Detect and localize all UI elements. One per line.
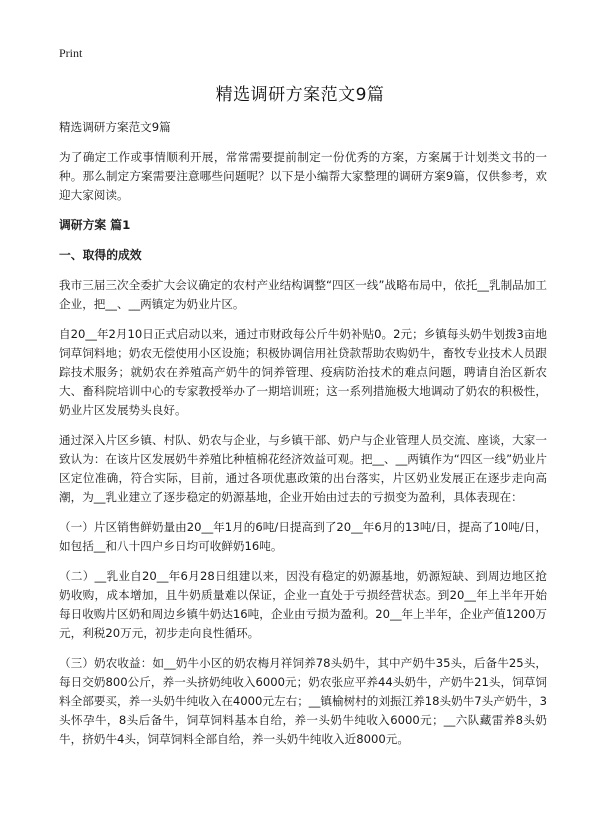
- body-paragraph: 自20__年2月10日正式启动以来，通过市财政每公斤牛奶补贴0。2元；乡镇每头奶牛划拨3亩地饲草饲料地；奶农无偿使用小区设施；积极协调信用社贷款帮助农购奶牛，畜牧专业技术人员跟踪技术服务；就奶农在养殖高产奶牛的饲养管理、疫病防治技术的难点问题，聘请自治区新农大、畜科院培训中心的专家教授举办了一期培训班；这一系列措施极大地调动了奶农的积极性，奶业片区发展势头良好。: [59, 327, 547, 417]
- document-body: [59, 118, 547, 760]
- body-paragraph: 我市三届三次全委扩大会议确定的农村产业结构调整“四区一线”战略布局中，依托__乳制品加工企业，把__、__两镇定为奶业片区。: [59, 278, 547, 311]
- document-subtitle: 精选调研方案范文9篇: [59, 120, 171, 134]
- body-paragraph: （一）片区销售鲜奶量由20__年1月的6吨/日提高到了20__年6月的13吨/日，提高了10吨/日，如包括__和八十四户乡日均可收鲜奶16吨。: [59, 520, 547, 553]
- body-paragraph: 通过深入片区乡镇、村队、奶农与企业，与乡镇干部、奶户与企业管理人员交流、座谈，大家一致认为：在该片区发展奶牛养殖比种植棉花经济效益可观。把__、__两镇作为“四区一线”奶业片区定位准确，符合实际，目前，通过各项优惠政策的出台落实，片区奶业发展正在逐步走向高潮，为__乳业建立了逐步稳定的奶源基地，企业开始由过去的亏损变为盈利，具体表现在：: [59, 433, 547, 504]
- intro-paragraph: 为了确定工作或事情顺利开展，常常需要提前制定一份优秀的方案，方案属于计划类文书的一种。那么制定方案需要注意哪些问题呢？以下是小编帮大家整理的调研方案9篇，仅供参考，欢迎大家阅读。: [59, 150, 547, 202]
- subsection-heading: 一、取得的成效: [59, 248, 142, 262]
- body-paragraph: （三）奶农收益：如__奶牛小区的奶农梅月祥饲养78头奶牛，其中产奶牛35头，后备牛25头，每日交奶800公斤，养一头挤奶纯收入6000元；奶农张应平养44头奶牛，产奶牛21头，饲草饲料全部要买，养一头奶牛纯收入在4000元左右；__镇榆树村的刘振江养18头奶牛7头产奶牛，3头怀孕牛，8头后备牛，饲草饲料基本自给，养一头奶牛纯收入6000元；__六队藏雷养8头奶牛，挤奶牛4头，饲草饲料全部自给，养一头奶牛纯收入近8000元。: [59, 656, 547, 746]
- document-title: 精选调研方案范文9篇: [215, 85, 385, 105]
- section-heading: 调研方案 篇1: [59, 218, 131, 232]
- print-link[interactable]: Print: [59, 46, 83, 60]
- body-paragraph: （二）__乳业自20__年6月28日组建以来，因没有稳定的奶源基地，奶源短缺、到周边地区抢奶收购，成本增加，且牛奶质量难以保证，企业一直处于亏损经营状态。到20__年上半年开始每日收购片区奶和周边乡镇牛奶达16吨，企业由亏损为盈利。20__年上半年，企业产值1200万元，利税20万元，初步走向良性循环。: [59, 569, 547, 640]
